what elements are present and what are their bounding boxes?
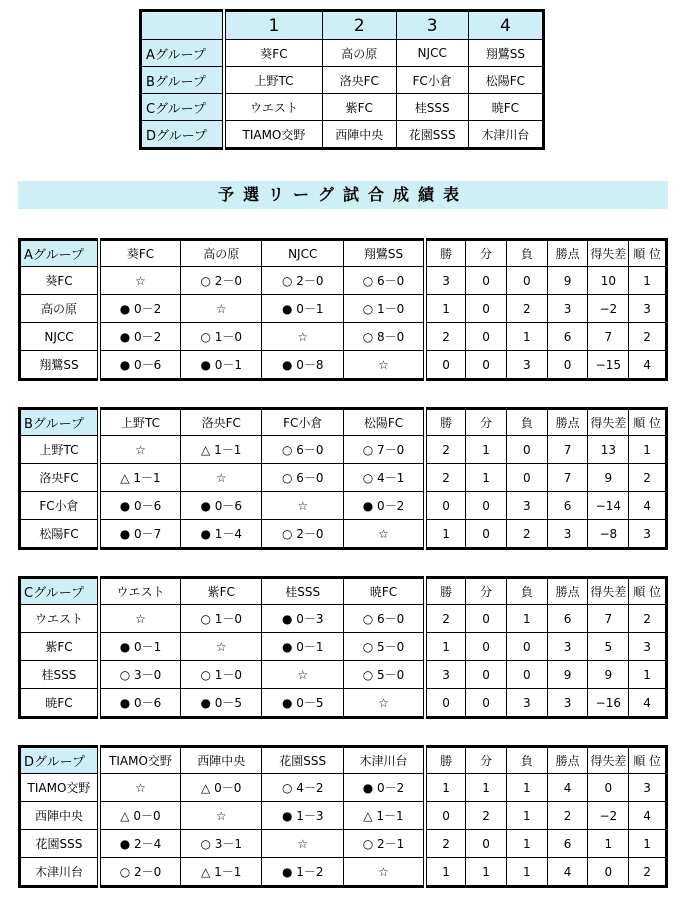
- group-table-2: [18, 576, 668, 719]
- opponent-header: 暁FC: [343, 578, 425, 605]
- match-result: ● 0－2: [343, 774, 425, 802]
- stat-value: 4: [629, 492, 667, 520]
- stat-value: 3: [629, 633, 667, 661]
- overview-team: 桂SSS: [396, 94, 468, 121]
- stat-value: 3: [425, 661, 466, 689]
- match-result: ● 0－5: [180, 689, 262, 718]
- stat-value: −15: [588, 351, 629, 380]
- stat-value: 0: [425, 351, 466, 380]
- match-result: △ 1－1: [99, 464, 181, 492]
- table-row: [20, 351, 667, 380]
- match-result: △ 0－0: [180, 774, 262, 802]
- stat-value: 4: [547, 774, 588, 802]
- match-result: ● 1－3: [262, 802, 344, 830]
- team-name: 西陣中央: [20, 802, 99, 830]
- overview-team: TIAMO交野: [224, 121, 322, 149]
- stat-value: 2: [629, 464, 667, 492]
- team-name: 上野TC: [20, 436, 99, 464]
- stat-value: 2: [425, 436, 466, 464]
- overview-team: 西陣中央: [322, 121, 396, 149]
- match-result: ○ 6－0: [343, 605, 425, 633]
- stat-header: 順 位: [629, 240, 667, 267]
- match-result: ● 2－4: [99, 830, 181, 858]
- match-result: ☆: [343, 858, 425, 887]
- match-result: ○ 1－0: [343, 295, 425, 323]
- match-result: ● 0－2: [99, 295, 181, 323]
- stat-value: 4: [629, 689, 667, 718]
- match-result: ☆: [262, 492, 344, 520]
- stat-value: 1: [506, 774, 547, 802]
- match-result: ● 0－8: [262, 351, 344, 380]
- stat-value: 1: [506, 323, 547, 351]
- stat-value: 5: [588, 633, 629, 661]
- table-row: [20, 689, 667, 718]
- table-row: [20, 858, 667, 887]
- stat-value: 6: [547, 605, 588, 633]
- stat-header: 分: [466, 747, 507, 774]
- stat-value: 0: [506, 267, 547, 295]
- stat-value: 0: [466, 520, 507, 549]
- match-result: ☆: [343, 351, 425, 380]
- stat-value: −16: [588, 689, 629, 718]
- stat-value: 3: [547, 520, 588, 549]
- stat-value: 1: [425, 520, 466, 549]
- stat-value: 1: [466, 858, 507, 887]
- stat-header: 勝: [425, 578, 466, 605]
- stat-value: 7: [588, 605, 629, 633]
- overview-row-b: [141, 67, 544, 94]
- match-result: ○ 1－0: [180, 605, 262, 633]
- stat-value: 0: [547, 351, 588, 380]
- page-title: 予選リーグ試合成績表: [18, 181, 668, 209]
- match-result: ● 1－4: [180, 520, 262, 549]
- match-result: ● 0－6: [99, 351, 181, 380]
- match-result: ☆: [180, 295, 262, 323]
- team-name: NJCC: [20, 323, 99, 351]
- stat-header: 負: [506, 240, 547, 267]
- stat-value: −2: [588, 295, 629, 323]
- opponent-header: 高の原: [180, 240, 262, 267]
- match-result: ○ 2－0: [99, 858, 181, 887]
- stat-value: 9: [547, 661, 588, 689]
- table-row: [20, 492, 667, 520]
- table-row: [20, 323, 667, 351]
- stat-value: 2: [425, 605, 466, 633]
- group-name: Cグループ: [20, 578, 99, 605]
- stat-value: 2: [425, 464, 466, 492]
- overview-group-name: Bグループ: [141, 67, 225, 94]
- stat-header: 勝: [425, 747, 466, 774]
- opponent-header: TIAMO交野: [99, 747, 181, 774]
- match-result: △ 1－1: [180, 858, 262, 887]
- match-result: ● 0－2: [343, 492, 425, 520]
- team-name: 葵FC: [20, 267, 99, 295]
- overview-team: NJCC: [396, 40, 468, 67]
- stat-value: 2: [425, 323, 466, 351]
- match-result: ● 0－1: [262, 633, 344, 661]
- match-result: ○ 3－1: [180, 830, 262, 858]
- match-result: ● 0－5: [262, 689, 344, 718]
- match-result: ☆: [180, 633, 262, 661]
- match-result: ☆: [99, 605, 181, 633]
- stat-value: 1: [506, 802, 547, 830]
- overview-header-row: [141, 11, 544, 40]
- opponent-header: 翔鷺SS: [343, 240, 425, 267]
- overview-team: 葵FC: [224, 40, 322, 67]
- group-header-row: [20, 409, 667, 436]
- table-row: [20, 520, 667, 549]
- stat-value: 3: [506, 351, 547, 380]
- stat-header: 順 位: [629, 409, 667, 436]
- match-result: ☆: [180, 464, 262, 492]
- stat-value: 2: [629, 858, 667, 887]
- stat-header: 負: [506, 578, 547, 605]
- stat-value: 3: [629, 774, 667, 802]
- team-name: 紫FC: [20, 633, 99, 661]
- overview-col-2: 2: [322, 11, 396, 40]
- stat-value: 9: [588, 464, 629, 492]
- team-name: ウエスト: [20, 605, 99, 633]
- match-result: ○ 2－0: [180, 267, 262, 295]
- stat-header: 勝点: [547, 240, 588, 267]
- stat-value: 2: [629, 605, 667, 633]
- opponent-header: 木津川台: [343, 747, 425, 774]
- overview-col-1: 1: [224, 11, 322, 40]
- group-table-0: [18, 238, 668, 381]
- team-name: 花園SSS: [20, 830, 99, 858]
- stat-value: 1: [506, 830, 547, 858]
- stat-header: 順 位: [629, 578, 667, 605]
- stat-header: 分: [466, 240, 507, 267]
- stat-value: 1: [425, 295, 466, 323]
- overview-row-c: [141, 94, 544, 121]
- match-result: ☆: [180, 802, 262, 830]
- stat-value: 0: [425, 492, 466, 520]
- overview-team: 花園SSS: [396, 121, 468, 149]
- match-result: ○ 7－0: [343, 436, 425, 464]
- stat-value: 0: [466, 605, 507, 633]
- overview-team: 高の原: [322, 40, 396, 67]
- stat-value: 0: [588, 858, 629, 887]
- match-result: ● 0－6: [99, 689, 181, 718]
- team-name: TIAMO交野: [20, 774, 99, 802]
- stat-value: 7: [547, 436, 588, 464]
- stat-value: 0: [466, 661, 507, 689]
- table-row: [20, 774, 667, 802]
- stat-value: 0: [506, 436, 547, 464]
- stat-value: 0: [466, 323, 507, 351]
- stat-value: 0: [466, 830, 507, 858]
- stat-value: 4: [629, 802, 667, 830]
- stat-value: −14: [588, 492, 629, 520]
- match-result: ☆: [262, 830, 344, 858]
- stat-value: 10: [588, 267, 629, 295]
- overview-col-3: 3: [396, 11, 468, 40]
- match-result: ○ 4－2: [262, 774, 344, 802]
- match-result: ● 0－3: [262, 605, 344, 633]
- team-name: 洛央FC: [20, 464, 99, 492]
- table-row: [20, 436, 667, 464]
- table-row: [20, 464, 667, 492]
- table-row: [20, 661, 667, 689]
- match-result: △ 1－1: [180, 436, 262, 464]
- stat-value: 1: [629, 436, 667, 464]
- stat-value: 13: [588, 436, 629, 464]
- stat-header: 得失差: [588, 747, 629, 774]
- stat-value: −2: [588, 802, 629, 830]
- overview-team: 松陽FC: [468, 67, 543, 94]
- overview-team: 洛央FC: [322, 67, 396, 94]
- stat-header: 勝: [425, 240, 466, 267]
- opponent-header: 紫FC: [180, 578, 262, 605]
- match-result: ● 1－2: [262, 858, 344, 887]
- stat-header: 分: [466, 578, 507, 605]
- overview-team: 翔鷺SS: [468, 40, 543, 67]
- stat-header: 勝: [425, 409, 466, 436]
- match-result: ○ 4－1: [343, 464, 425, 492]
- stat-value: 0: [466, 351, 507, 380]
- group-table-1: [18, 407, 668, 550]
- match-result: ○ 3－0: [99, 661, 181, 689]
- match-result: ○ 2－1: [343, 830, 425, 858]
- table-row: [20, 830, 667, 858]
- opponent-header: FC小倉: [262, 409, 344, 436]
- match-result: ○ 6－0: [262, 464, 344, 492]
- overview-group-name: Cグループ: [141, 94, 225, 121]
- stat-value: 1: [466, 464, 507, 492]
- stat-value: 3: [425, 267, 466, 295]
- stat-value: 0: [425, 689, 466, 718]
- stat-header: 順 位: [629, 747, 667, 774]
- stat-value: 0: [466, 633, 507, 661]
- match-result: ☆: [262, 323, 344, 351]
- match-result: ○ 6－0: [343, 267, 425, 295]
- match-result: ● 0－7: [99, 520, 181, 549]
- match-result: ● 0－1: [180, 351, 262, 380]
- opponent-header: 洛央FC: [180, 409, 262, 436]
- stat-value: 6: [547, 830, 588, 858]
- team-name: 松陽FC: [20, 520, 99, 549]
- team-name: FC小倉: [20, 492, 99, 520]
- team-name: 桂SSS: [20, 661, 99, 689]
- stat-value: 1: [629, 267, 667, 295]
- group-name: Aグループ: [20, 240, 99, 267]
- stat-header: 勝点: [547, 578, 588, 605]
- match-result: ● 0－1: [99, 633, 181, 661]
- match-result: ● 0－2: [99, 323, 181, 351]
- stat-value: 1: [466, 436, 507, 464]
- stat-value: 0: [466, 295, 507, 323]
- stat-value: 1: [629, 830, 667, 858]
- team-name: 木津川台: [20, 858, 99, 887]
- match-result: ○ 8－0: [343, 323, 425, 351]
- stat-value: 3: [629, 295, 667, 323]
- match-result: ☆: [262, 661, 344, 689]
- overview-corner-cell: [141, 11, 225, 40]
- match-result: ☆: [343, 520, 425, 549]
- stat-value: 6: [547, 492, 588, 520]
- group-overview-table: [139, 9, 545, 150]
- match-result: ○ 1－0: [180, 323, 262, 351]
- stat-value: 0: [588, 774, 629, 802]
- opponent-header: 桂SSS: [262, 578, 344, 605]
- stat-value: 0: [466, 492, 507, 520]
- stat-value: 3: [547, 295, 588, 323]
- team-name: 翔鷺SS: [20, 351, 99, 380]
- match-result: ☆: [99, 774, 181, 802]
- stat-value: 2: [466, 802, 507, 830]
- overview-team: FC小倉: [396, 67, 468, 94]
- stat-header: 得失差: [588, 578, 629, 605]
- stat-value: 3: [506, 492, 547, 520]
- match-result: ○ 5－0: [343, 661, 425, 689]
- overview-team: 木津川台: [468, 121, 543, 149]
- stat-value: 3: [547, 633, 588, 661]
- overview-team: ウエスト: [224, 94, 322, 121]
- stat-value: 7: [588, 323, 629, 351]
- stat-value: 7: [547, 464, 588, 492]
- table-row: [20, 633, 667, 661]
- stat-value: 0: [466, 689, 507, 718]
- overview-team: 暁FC: [468, 94, 543, 121]
- stat-value: 6: [547, 323, 588, 351]
- stat-value: 1: [425, 858, 466, 887]
- stat-value: 1: [425, 774, 466, 802]
- group-header-row: [20, 747, 667, 774]
- stat-value: 1: [629, 661, 667, 689]
- match-result: ○ 1－0: [180, 661, 262, 689]
- stat-value: 1: [588, 830, 629, 858]
- stat-header: 得失差: [588, 409, 629, 436]
- match-result: ○ 2－0: [262, 520, 344, 549]
- overview-row-d: [141, 121, 544, 149]
- overview-group-name: Aグループ: [141, 40, 225, 67]
- overview-row-a: [141, 40, 544, 67]
- stat-value: 0: [506, 633, 547, 661]
- stat-value: 2: [506, 295, 547, 323]
- stat-value: 2: [506, 520, 547, 549]
- stat-header: 勝点: [547, 409, 588, 436]
- stat-value: 4: [629, 351, 667, 380]
- match-result: ● 0－6: [99, 492, 181, 520]
- team-name: 暁FC: [20, 689, 99, 718]
- overview-col-4: 4: [468, 11, 543, 40]
- stat-value: 2: [547, 802, 588, 830]
- table-row: [20, 267, 667, 295]
- stat-value: 3: [506, 689, 547, 718]
- group-table-3: [18, 745, 668, 888]
- stat-value: 0: [506, 661, 547, 689]
- stat-header: 分: [466, 409, 507, 436]
- match-result: ○ 2－0: [262, 267, 344, 295]
- stat-header: 負: [506, 747, 547, 774]
- opponent-header: 上野TC: [99, 409, 181, 436]
- table-row: [20, 605, 667, 633]
- match-result: △ 0－0: [99, 802, 181, 830]
- stat-value: −8: [588, 520, 629, 549]
- opponent-header: 花園SSS: [262, 747, 344, 774]
- match-result: ○ 6－0: [262, 436, 344, 464]
- group-name: Dグループ: [20, 747, 99, 774]
- match-result: ☆: [99, 267, 181, 295]
- stat-value: 4: [547, 858, 588, 887]
- overview-team: 紫FC: [322, 94, 396, 121]
- stat-header: 負: [506, 409, 547, 436]
- stat-value: 1: [506, 858, 547, 887]
- stat-value: 2: [425, 830, 466, 858]
- stat-value: 9: [547, 267, 588, 295]
- stat-value: 2: [629, 323, 667, 351]
- opponent-header: NJCC: [262, 240, 344, 267]
- stat-value: 3: [629, 520, 667, 549]
- match-result: ● 0－1: [262, 295, 344, 323]
- team-name: 高の原: [20, 295, 99, 323]
- overview-group-name: Dグループ: [141, 121, 225, 149]
- opponent-header: 松陽FC: [343, 409, 425, 436]
- opponent-header: 西陣中央: [180, 747, 262, 774]
- stat-value: 3: [547, 689, 588, 718]
- stat-header: 勝点: [547, 747, 588, 774]
- match-result: ☆: [99, 436, 181, 464]
- group-header-row: [20, 240, 667, 267]
- overview-team: 上野TC: [224, 67, 322, 94]
- match-result: ● 0－6: [180, 492, 262, 520]
- opponent-header: 葵FC: [99, 240, 181, 267]
- stat-value: 0: [466, 267, 507, 295]
- table-row: [20, 802, 667, 830]
- table-row: [20, 295, 667, 323]
- match-result: ☆: [343, 689, 425, 718]
- stat-value: 0: [506, 464, 547, 492]
- stat-value: 1: [466, 774, 507, 802]
- group-header-row: [20, 578, 667, 605]
- stat-value: 1: [506, 605, 547, 633]
- stat-value: 0: [425, 802, 466, 830]
- stat-header: 得失差: [588, 240, 629, 267]
- stat-value: 9: [588, 661, 629, 689]
- group-name: Bグループ: [20, 409, 99, 436]
- opponent-header: ウエスト: [99, 578, 181, 605]
- stat-value: 1: [425, 633, 466, 661]
- match-result: △ 1－1: [343, 802, 425, 830]
- match-result: ○ 5－0: [343, 633, 425, 661]
